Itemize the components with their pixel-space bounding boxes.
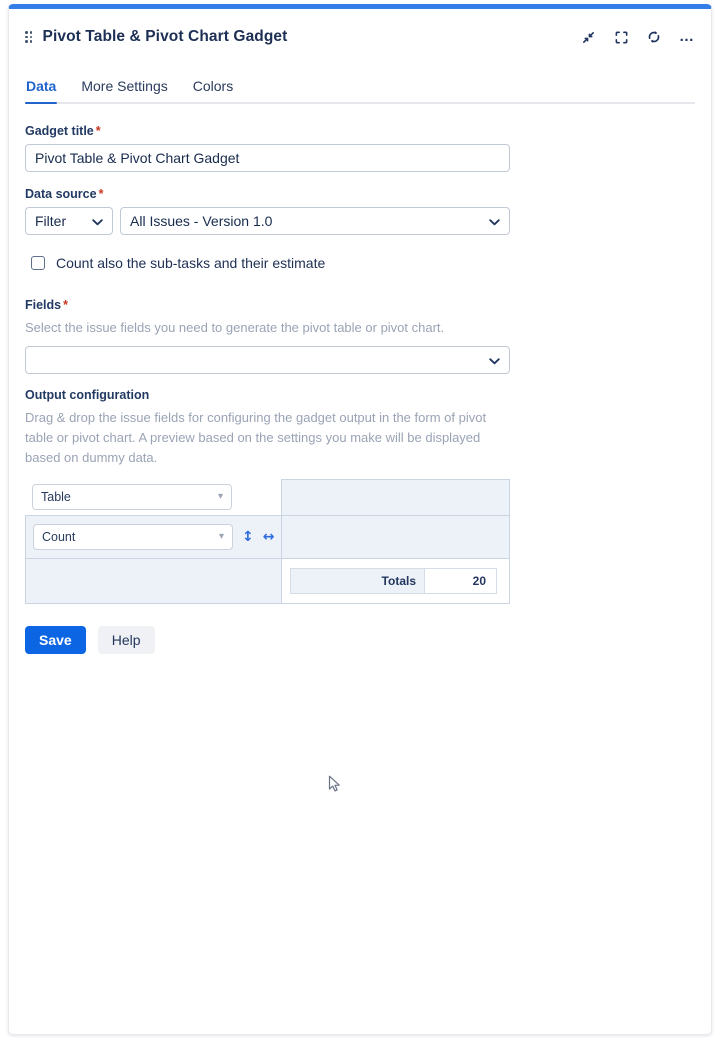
chevron-down-icon xyxy=(489,213,500,229)
collapse-icon[interactable] xyxy=(580,29,596,45)
data-source-filter-value: All Issues - Version 1.0 xyxy=(130,213,273,229)
gadget-header xyxy=(25,27,695,47)
output-configuration-label: Output configuration xyxy=(25,388,150,402)
measure-value: Count xyxy=(42,530,76,544)
totals-label: Totals xyxy=(291,569,425,593)
gadget-title-label: Gadget title * xyxy=(25,124,101,138)
swap-columns-icon[interactable]: ↔ xyxy=(262,529,275,545)
preview-measure-cell[interactable] xyxy=(281,516,509,558)
save-button[interactable]: Save xyxy=(25,626,86,654)
preview-totals-row xyxy=(25,558,510,604)
subtasks-checkbox-label[interactable]: Count also the sub-tasks and their estimate xyxy=(56,255,326,271)
preview-totals-cell xyxy=(281,559,509,603)
view-type-select[interactable] xyxy=(32,484,232,510)
fields-select[interactable] xyxy=(25,346,510,374)
pivot-preview xyxy=(25,479,510,604)
fields-label: Fields * xyxy=(25,298,68,312)
preview-column-header-cell[interactable] xyxy=(281,479,510,516)
caret-down-icon: ▾ xyxy=(217,491,223,502)
help-button[interactable]: Help xyxy=(98,626,155,654)
drag-handle-icon[interactable] xyxy=(25,31,33,43)
tab-colors[interactable]: Colors xyxy=(192,78,234,94)
tab-bar xyxy=(25,78,695,104)
view-type-value: Table xyxy=(41,490,71,504)
preview-view-type-zone xyxy=(25,479,281,516)
gadget-title: Pivot Table & Pivot Chart Gadget xyxy=(42,28,288,45)
tab-data[interactable]: Data xyxy=(25,78,57,102)
totals-value: 20 xyxy=(425,569,496,593)
caret-down-icon: ▾ xyxy=(218,531,224,542)
preview-measure-zone xyxy=(26,516,281,558)
refresh-icon[interactable] xyxy=(646,29,662,45)
output-configuration-help-text: Drag & drop the issue fields for configuring the gadget output in the form of pivot table or pivot chart. A preview based on the settings you make will be displayed based on dummy data. xyxy=(25,410,487,465)
data-source-filter-select[interactable] xyxy=(120,207,510,235)
subtasks-checkbox[interactable] xyxy=(31,256,45,270)
fields-help-text: Select the issue fields you need to generate the pivot table or pivot chart. xyxy=(25,320,445,335)
data-source-type-value: Filter xyxy=(35,213,67,229)
tab-more-settings[interactable]: More Settings xyxy=(81,78,168,94)
required-marker: * xyxy=(95,124,101,138)
measure-select[interactable] xyxy=(33,524,233,550)
data-source-label: Data source * xyxy=(25,187,104,201)
preview-measure-row xyxy=(25,515,510,559)
swap-rows-icon[interactable]: ↕ xyxy=(242,529,254,545)
required-marker: * xyxy=(98,187,104,201)
data-source-type-select[interactable] xyxy=(25,207,113,235)
preview-row-zone[interactable] xyxy=(26,559,281,603)
more-icon[interactable]: … xyxy=(679,28,695,45)
gadget-title-input[interactable] xyxy=(25,144,510,172)
totals-table xyxy=(290,568,497,594)
chevron-down-icon xyxy=(92,213,103,229)
required-marker: * xyxy=(63,298,68,312)
gadget-card xyxy=(8,4,712,1035)
fullscreen-icon[interactable] xyxy=(613,29,629,45)
chevron-down-icon xyxy=(489,352,500,368)
